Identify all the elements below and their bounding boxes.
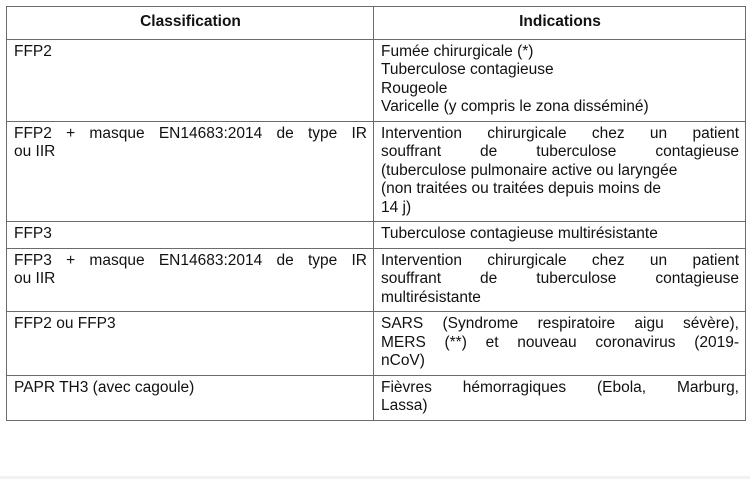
indication-line: Intervention chirurgicale chez un patient — [381, 251, 739, 269]
classification-line: PAPR TH3 (avec cagoule) — [14, 378, 195, 396]
indication-line: Fumée chirurgicale (*) — [381, 42, 534, 60]
classification-cell — [7, 39, 374, 121]
indication-line: (tuberculose pulmonaire active ou laryngée — [381, 161, 678, 179]
classification-line: ou IIR — [14, 270, 56, 287]
classification-cell — [7, 375, 374, 420]
table-row — [7, 222, 746, 249]
classification-line: FFP2 ou FFP3 — [14, 315, 116, 332]
table-row — [7, 375, 746, 420]
table-row — [7, 121, 746, 222]
classification-cell — [7, 121, 374, 222]
indication-line: multirésistante — [381, 288, 481, 306]
header-indications: Indications — [374, 7, 746, 40]
classification-cell — [7, 248, 374, 312]
indication-line: Lassa) — [381, 397, 428, 414]
table-row — [7, 39, 746, 121]
table-row — [7, 312, 746, 376]
classification-line: ou IIR — [14, 143, 56, 160]
indications-cell — [374, 222, 746, 249]
table-row — [7, 248, 746, 312]
indication-line: Fièvres hémorragiques (Ebola, Marburg, — [381, 378, 739, 396]
indication-line: Tuberculose contagieuse multirésistante — [381, 225, 658, 242]
classification-cell — [7, 312, 374, 376]
classification-line: FFP2 — [14, 42, 52, 60]
indications-cell — [374, 248, 746, 312]
indication-line: souffrant de tuberculose contagieuse — [381, 270, 739, 287]
classification-line: FFP3 + masque EN14683:2014 de type IR — [14, 251, 367, 269]
indication-line: Rougeole — [381, 79, 448, 97]
indication-line: 14 j) — [381, 198, 412, 216]
indication-line: Intervention chirurgicale chez un patient — [381, 124, 739, 142]
indication-line: (non traitées ou traitées depuis moins de — [381, 180, 662, 197]
respirator-classification-table — [6, 6, 746, 421]
respirator-table-wrapper — [6, 6, 745, 421]
header-classification: Classification — [7, 7, 374, 40]
indications-cell — [374, 375, 746, 420]
indication-line: nCoV) — [381, 352, 425, 369]
indication-line: SARS (Syndrome respiratoire aigu sévère), — [381, 315, 739, 332]
indications-cell — [374, 121, 746, 222]
indication-line: MERS (**) et nouveau coronavirus (2019- — [381, 333, 739, 351]
classification-cell — [7, 222, 374, 249]
indication-line: Varicelle (y compris le zona disséminé) — [381, 98, 649, 115]
table-header-row — [7, 7, 746, 40]
indication-line: Tuberculose contagieuse — [381, 61, 554, 78]
classification-line: FFP2 + masque EN14683:2014 de type IR — [14, 124, 367, 142]
indications-cell — [374, 39, 746, 121]
classification-line: FFP3 — [14, 225, 52, 242]
indications-cell — [374, 312, 746, 376]
indication-line: souffrant de tuberculose contagieuse — [381, 143, 739, 160]
